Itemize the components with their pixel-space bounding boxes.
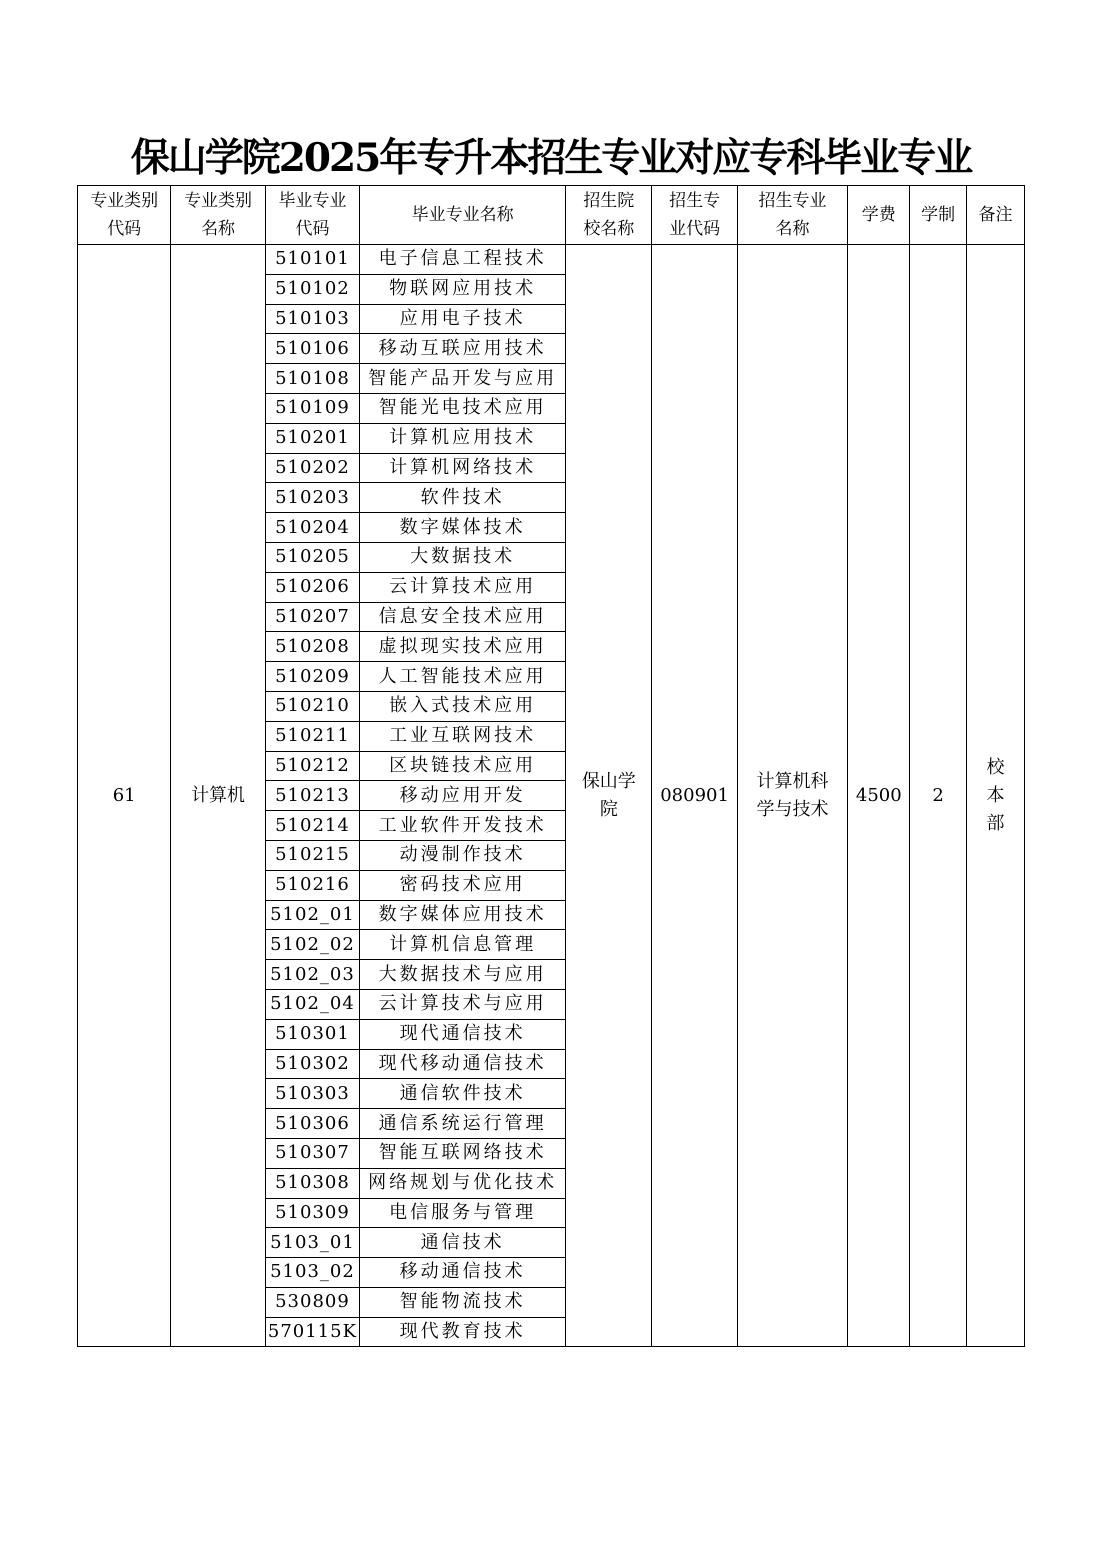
grad-name-cell: 工业软件开发技术 xyxy=(360,811,566,841)
note-cell xyxy=(967,245,1025,1347)
major-table xyxy=(77,185,1025,1347)
grad-name-cell: 工业互联网技术 xyxy=(360,721,566,751)
grad-name-cell: 现代移动通信技术 xyxy=(360,1049,566,1079)
grad-name-cell: 软件技术 xyxy=(360,483,566,513)
grad-code-cell: 510215 xyxy=(265,840,359,870)
grad-name-cell: 计算机应用技术 xyxy=(360,423,566,453)
grad-code-cell: 510212 xyxy=(265,751,359,781)
grad-code-cell: 510207 xyxy=(265,602,359,632)
grad-name-cell: 移动应用开发 xyxy=(360,781,566,811)
grad-code-cell: 510213 xyxy=(265,781,359,811)
grad-code-cell: 510301 xyxy=(265,1019,359,1049)
grad-code-cell: 5102_04 xyxy=(265,989,359,1019)
grad-code-cell: 510109 xyxy=(265,393,359,423)
grad-code-cell: 510204 xyxy=(265,513,359,543)
header-row xyxy=(78,186,1025,245)
grad-name-cell: 计算机信息管理 xyxy=(360,930,566,960)
grad-code-cell: 510303 xyxy=(265,1079,359,1109)
enroll-name-cell-line: 学与技术 xyxy=(756,798,829,820)
grad-name-cell: 大数据技术 xyxy=(360,542,566,572)
enroll-name-cell xyxy=(737,245,848,1347)
grad-name-cell: 通信系统运行管理 xyxy=(360,1109,566,1139)
header-enroll-code: 招生专 业代码 xyxy=(652,186,737,245)
grad-code-cell: 510208 xyxy=(265,632,359,662)
grad-name-cell: 移动互联应用技术 xyxy=(360,334,566,364)
table-row xyxy=(78,245,1025,275)
note-cell-line: 部 xyxy=(986,812,1005,834)
grad-name-cell: 现代通信技术 xyxy=(360,1019,566,1049)
header-note: 备注 xyxy=(967,186,1025,245)
grad-name-cell: 电信服务与管理 xyxy=(360,1198,566,1228)
years-cell: 2 xyxy=(910,245,967,1347)
grad-code-cell: 5103_01 xyxy=(265,1228,359,1258)
grad-code-cell: 510205 xyxy=(265,542,359,572)
grad-code-cell: 510106 xyxy=(265,334,359,364)
category-code-cell: 61 xyxy=(78,245,171,1347)
grad-code-cell: 510101 xyxy=(265,245,359,275)
note-cell-line: 校 xyxy=(986,756,1005,778)
grad-name-cell: 嵌入式技术应用 xyxy=(360,691,566,721)
school-name-cell-line: 院 xyxy=(599,798,618,820)
grad-code-cell: 510302 xyxy=(265,1049,359,1079)
grad-code-cell: 510308 xyxy=(265,1168,359,1198)
school-name-cell-line: 保山学 xyxy=(581,770,636,792)
header-enroll-name: 招生专业 名称 xyxy=(737,186,848,245)
grad-code-cell: 510216 xyxy=(265,870,359,900)
grad-code-cell: 510214 xyxy=(265,811,359,841)
grad-code-cell: 510307 xyxy=(265,1138,359,1168)
grad-name-cell: 动漫制作技术 xyxy=(360,840,566,870)
grad-code-cell: 510202 xyxy=(265,453,359,483)
header-category-name: 专业类别 名称 xyxy=(171,186,265,245)
grad-name-cell: 通信软件技术 xyxy=(360,1079,566,1109)
grad-name-cell: 物联网应用技术 xyxy=(360,274,566,304)
grad-name-cell: 智能互联网络技术 xyxy=(360,1138,566,1168)
school-name-cell xyxy=(566,245,652,1347)
grad-name-cell: 云计算技术应用 xyxy=(360,572,566,602)
grad-name-cell: 现代教育技术 xyxy=(360,1317,566,1347)
grad-name-cell: 数字媒体技术 xyxy=(360,513,566,543)
grad-code-cell: 510306 xyxy=(265,1109,359,1139)
grad-code-cell: 510102 xyxy=(265,274,359,304)
grad-code-cell: 510108 xyxy=(265,364,359,394)
grad-code-cell: 530809 xyxy=(265,1287,359,1317)
grad-name-cell: 移动通信技术 xyxy=(360,1258,566,1288)
grad-name-cell: 通信技术 xyxy=(360,1228,566,1258)
header-grad-code: 毕业专业 代码 xyxy=(265,186,359,245)
category-name-cell: 计算机 xyxy=(171,245,265,1347)
grad-name-cell: 人工智能技术应用 xyxy=(360,662,566,692)
grad-code-cell: 510211 xyxy=(265,721,359,751)
grad-code-cell: 510201 xyxy=(265,423,359,453)
grad-name-cell: 云计算技术与应用 xyxy=(360,989,566,1019)
header-fee: 学费 xyxy=(848,186,910,245)
header-category-code: 专业类别 代码 xyxy=(78,186,171,245)
header-grad-name: 毕业专业名称 xyxy=(360,186,566,245)
grad-name-cell: 智能产品开发与应用 xyxy=(360,364,566,394)
grad-name-cell: 大数据技术与应用 xyxy=(360,960,566,990)
grad-name-cell: 数字媒体应用技术 xyxy=(360,900,566,930)
grad-code-cell: 510103 xyxy=(265,304,359,334)
table-body xyxy=(78,245,1025,1347)
grad-name-cell: 应用电子技术 xyxy=(360,304,566,334)
grad-code-cell: 510203 xyxy=(265,483,359,513)
grad-name-cell: 智能光电技术应用 xyxy=(360,393,566,423)
header-school-name: 招生院 校名称 xyxy=(566,186,652,245)
grad-name-cell: 网络规划与优化技术 xyxy=(360,1168,566,1198)
grad-code-cell: 5103_02 xyxy=(265,1258,359,1288)
grad-code-cell: 5102_03 xyxy=(265,960,359,990)
grad-name-cell: 计算机网络技术 xyxy=(360,453,566,483)
grad-code-cell: 510309 xyxy=(265,1198,359,1228)
enroll-name-cell-line: 计算机科 xyxy=(756,770,829,792)
fee-cell: 4500 xyxy=(848,245,910,1347)
grad-name-cell: 虚拟现实技术应用 xyxy=(360,632,566,662)
header-years: 学制 xyxy=(910,186,967,245)
grad-code-cell: 5102_01 xyxy=(265,900,359,930)
grad-name-cell: 电子信息工程技术 xyxy=(360,245,566,275)
grad-name-cell: 密码技术应用 xyxy=(360,870,566,900)
grad-name-cell: 智能物流技术 xyxy=(360,1287,566,1317)
enroll-code-cell: 080901 xyxy=(652,245,737,1347)
grad-code-cell: 570115K xyxy=(265,1317,359,1347)
grad-code-cell: 510210 xyxy=(265,691,359,721)
grad-code-cell: 5102_02 xyxy=(265,930,359,960)
note-cell-line: 本 xyxy=(986,784,1005,806)
grad-name-cell: 信息安全技术应用 xyxy=(360,602,566,632)
grad-code-cell: 510206 xyxy=(265,572,359,602)
page-title: 保山学院2025年专升本招生专业对应专科毕业专业 xyxy=(130,135,972,181)
grad-name-cell: 区块链技术应用 xyxy=(360,751,566,781)
grad-code-cell: 510209 xyxy=(265,662,359,692)
